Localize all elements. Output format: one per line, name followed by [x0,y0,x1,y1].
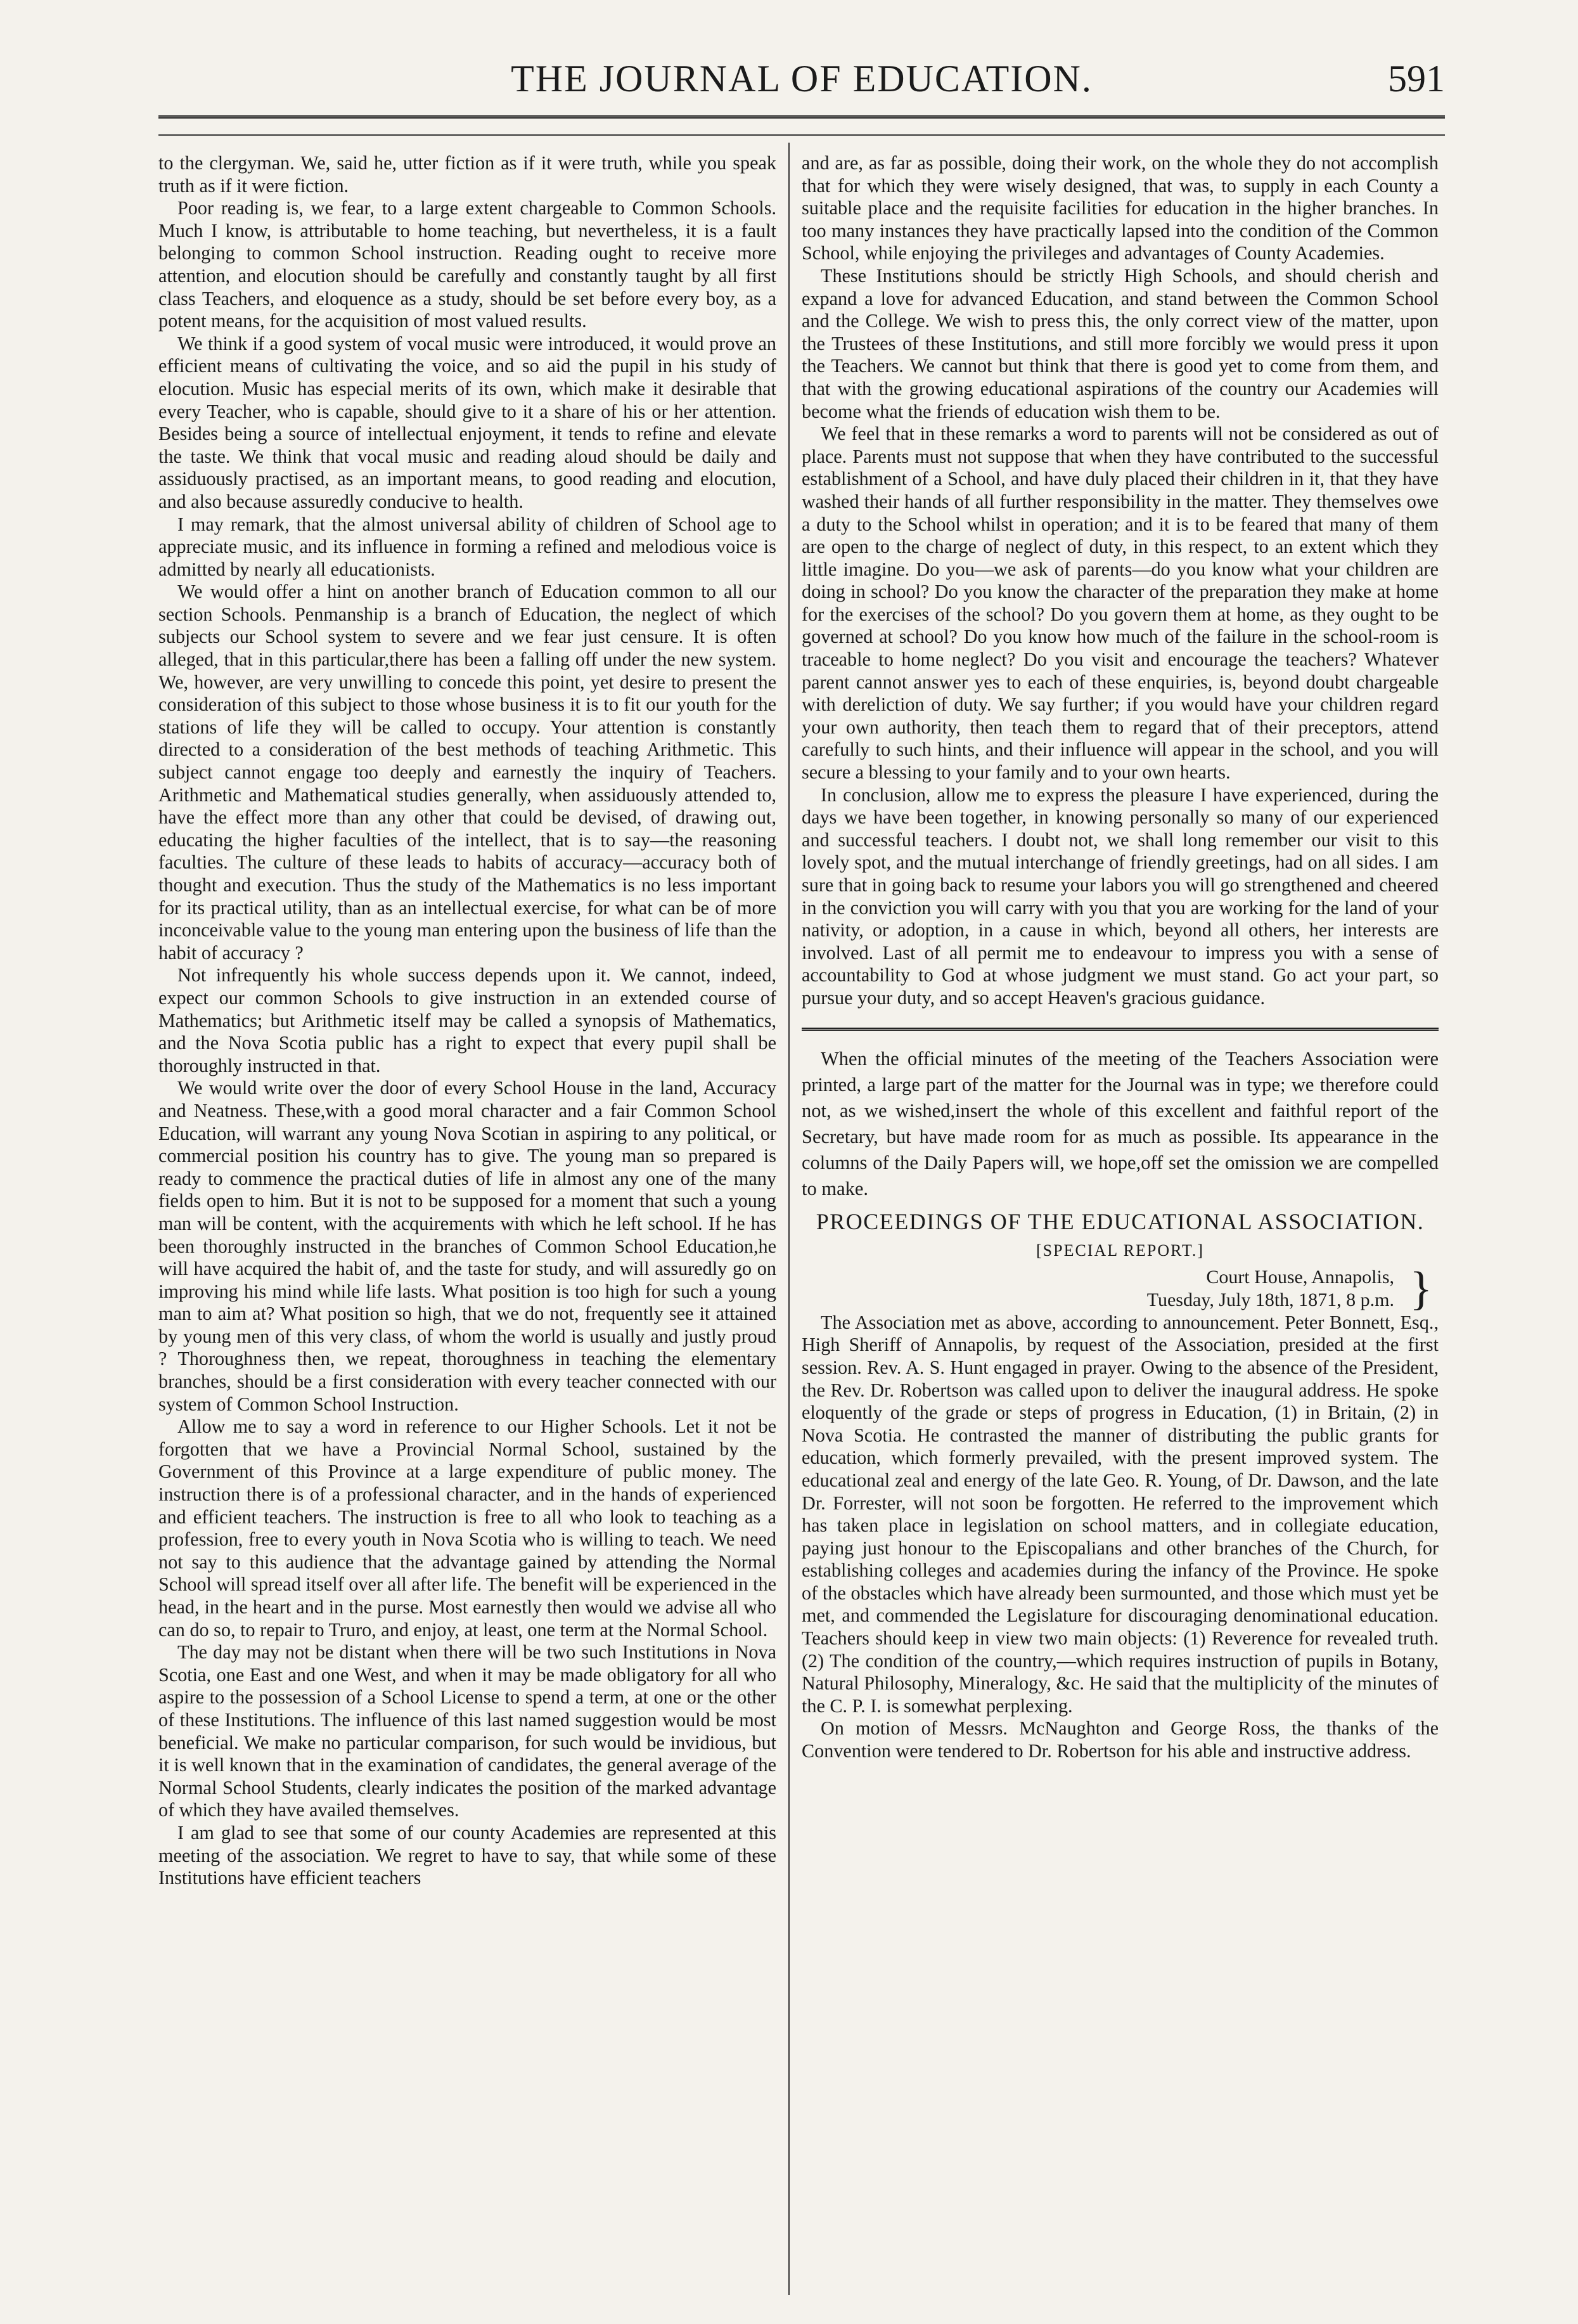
header-rule [158,134,1445,136]
paragraph: I may remark, that the almost universal ability of children of School age to appreciate music, and its influence in forming a refined and melodious voice is admitted by nearly all educationists. [158,513,776,580]
dateline [802,1262,1439,1315]
paragraph: These Institutions should be strictly High Schools, and should cherish and expand a love for advanced Education, and stand between the Common School and the College. We wish to press this, the only correct view of the matter, upon the Trustees of these Institutions, and still more forcibly we would press it upon the Teachers. We cannot but think that there is good yet to come from them, and that with the growing educational aspirations of the country our Academies will become what the friends of education wish them to be. [802,264,1439,422]
paragraph: Not infrequently his whole success depends upon it. We cannot, indeed, expect our common Schools to give instruction in an extended course of Mathematics; but Arithmetic itself may be called a synopsis of Mathematics, and the Nova Scotia public has a right to expect that every pupil shall be thoroughly instructed in that. [158,964,776,1076]
paragraph: Allow me to say a word in reference to our Higher Schools. Let it not be forgotten that we have a Provincial Normal School, sustained by the Government of this Province at a large expenditure of public money. The instruction there is of a professional character, and in the hands of experienced and efficient teachers. The instruction is free to all who look to teaching as a profession, free to every youth in Nova Scotia who is willing to teach. We need not say to this audience that the advantage gained by attending the Normal School will spread itself over all after life. The benefit will be experienced in the head, in the heart and in the purse. Most earnestly then would we advise all who can do so, to repair to Truro, and enjoy, at least, one term at the Normal School. [158,1416,776,1641]
paragraph: On motion of Messrs. McNaughton and George Ross, the thanks of the Convention were tendered to Dr. Robertson for his able and instructive address. [802,1717,1439,1762]
paragraph: We think if a good system of vocal music were introduced, it would prove an efficient means of cultivating the voice, and so aid the pupil in his study of elocution. Music has especial merits of its own, which make it desirable that every Teacher, who is capable, should give to it a share of his or her attention. Besides being a source of intellectual enjoyment, it tends to refine and elevate the taste. We think that vocal music and reading aloud should be daily and assiduously practised, as an important means, to good reading and elocution, and also because assuredly conducive to health. [158,332,776,512]
column-divider [788,143,790,2295]
report-label: [SPECIAL REPORT.] [1036,1241,1204,1260]
paragraph: to the clergyman. We, said he, utter fiction as if it were truth, while you speak truth as if it were fiction. [158,152,776,197]
paragraph: and are, as far as possible, doing their work, on the whole they do not accomplish that for which they were wisely designed, that was, to supply in each County a suitable place and the requisite facilities for education in the higher branches. In too many instances they have practically lapsed into the condition of the Common School, while enjoying the privileges and advantages of County Academies. [802,152,1439,264]
page-number: 591 [1388,58,1445,100]
left-column [158,152,776,2295]
paragraph: In conclusion, allow me to express the pleasure I have experienced, during the days we have been together, in knowing personally so many of our experienced and successful teachers. I doubt not, we shall long remember our visit to this lovely spot, and the mutual interchange of friendly greetings, had on all sides. I am sure that in going back to resume your labors you will go strengthened and cheered in the conviction you will carry with you that you are working for the land of your nativity, or adoption, in a cause in which, beyond all others, her interests are involved. Last of all permit me to endeavour to impress you with a sense of accountability to God at whose judgment we must stand. Go act your part, so pursue your duty, and so accept Heaven's gracious guidance. [802,784,1439,1009]
brace-glyph: } [1409,1262,1432,1315]
paragraph: We would offer a hint on another branch of Education common to all our section Schools. Penmanship is a branch of Education, the neglect of which subjects our School system to severe and we fear just censure. It is often alleged, that in this particular,there has been a falling off under the new system. We, however, are very unwilling to concede this point, yet desire to present the consideration of this subject to those whose business it is to fit our youth for the stations of life they will be called to occupy. Your attention is constantly directed to a consideration of the best methods of teaching Arithmetic. This subject cannot engage too deeply and earnestly the inquiry of Teachers. Arithmetic and Mathematical studies generally, when assiduously attended to, have the effect more than any other that could be devised, of drawing out, educating the higher faculties of the intellect, that is to say—the reasoning faculties. The culture of these leads to habits of accuracy—accuracy both of thought and execution. Thus the study of the Mathematics is no less important for its practical utility, than as an intellectual exercise, for what can be of more inconceivable value to the young man entering upon the business of life than the habit of accuracy ? [158,581,776,964]
section-title: PROCEEDINGS OF THE EDUCATIONAL ASSOCIATION. [816,1208,1425,1234]
paragraph: I am glad to see that some of our county Academies are represented at this meeting of the association. We regret to have to say, that while some of these Institutions have efficient teachers [158,1821,776,1889]
running-title: THE JOURNAL OF EDUCATION. [511,58,1093,100]
paragraph: The day may not be distant when there will be two such Institutions in Nova Scotia, one East and one West, and when it may be made obligatory for all who aspire to the possession of a School License to spend a term, at one or the other of these Institutions. The influence of this last named suggestion would be most beneficial. We make no particular comparison, for such would be invidious, but it is well known that in the examination of candidates, the general average of the Normal School Students, clearly indicates the position of the marked advantage of which they have availed themselves. [158,1641,776,1821]
paragraph: We feel that in these remarks a word to parents will not be considered as out of place. Parents must not suppose that when they have contributed to the successful establishment of a School, and have duly placed their children in it, that they have washed their hands of all further responsibility in the matter. They themselves owe a duty to the School whilst in operation; and it is to be feared that many of them are open to the charge of neglect of duty, in this respect, to an extent which they little imagine. Do you—we ask of parents—do you know what your children are doing in school? Do you know the character of the preparation they make at home for the exercises of the school? Do you govern them at home, as they ought to be governed at school? Do you know how much of the failure in the school-room is traceable to home neglect? Do you visit and encourage the teachers? Whatever parent cannot answer yes to each of these enquiries, is, beyond doubt chargeable with dereliction of duty. We say further; if you would have your children regard your own authority, then teach them to regard that of their preceptors, attend carefully to such hints, and their influence will appear in the school, and you will secure a blessing to your family and to your own hearts. [802,423,1439,784]
editorial-notice: When the official minutes of the meeting of the Teachers Association were printed, a large part of the matter for the Journal was in type; we therefore could not, as we wished,insert the whole of this excellent and faithful report of the Secretary, but have made room for as much as possible. Its appearance in the columns of the Daily Papers will, we hope,off set the omission we are compelled to make. [802,1047,1439,1199]
section-separator [802,1028,1439,1031]
dateline-place: Court House, Annapolis, [1206,1266,1394,1288]
paragraph: The Association met as above, according to announcement. Peter Bonnett, Esq., High Sheriff of Annapolis, by request of the Association, presided at the first session. Rev. A. S. Hunt engaged in prayer. Owing to the absence of the President, the Rev. Dr. Robertson was called upon to deliver the inaugural address. He spoke eloquently of the grade or steps of progress in Education, (1) in Britain, (2) in Nova Scotia. He contrasted the manner of distributing the public grants for education, which formerly prevailed, with the present improved system. The educational zeal and energy of the late Geo. R. Young, of Dr. Dawson, and the late Dr. Forrester, will not soon be forgotten. He referred to the improvement which has taken place in legislation on school matters, and in collegiate education, paying just honour to the Episcopalians and other branches of the Church, for establishing colleges and academies during the infancy of the Province. He spoke of the obstacles which have already been surmounted, and those which must yet be met, and commended the Legislature for discouraging denominational education. Teachers should keep in view two main objects: (1) Reverence for revealed truth. (2) The condition of the country,—which requires instruction of pupils in Botany, Natural Philosophy, Mineralogy, &c. He said that the multiplicity of the minutes of the C. P. I. is somewhat perplexing. [802,1311,1439,1717]
right-column [802,152,1439,2295]
paragraph: Poor reading is, we fear, to a large extent chargeable to Common Schools. Much I know, is attributable to home teaching, but nevertheless, it is a fault belonging to common School instruction. Reading ought to receive more attention, and elocution should be carefully and constantly taught by all first class Teachers, and eloquence as a study, should be set before every boy, as a potent means, for the acquisition of most valued results. [158,197,776,332]
paragraph: We would write over the door of every School House in the land, Accuracy and Neatness. These,with a good moral character and a fair Common School Education, will warrant any young Nova Scotian in aspiring to any political, or commercial position his country has to give. The young man so prepared is ready to commence the practical duties of life in almost any one of the many fields open to him. But it is not to be supposed for a moment that such a young man will be content, with the acquirements with which he left school. If he has been thoroughly instructed in the branches of Common School Education,he will have acquired the habit of, and the taste for study, and will assuredly go on improving his mind while life lasts. What position is too high for such a young man to aim at? What position so high, that we do not, frequently see it attained by young men of this very class, of whom the world is usually and justly proud ? Thoroughness then, we repeat, thoroughness in teaching the elementary branches, should be a first consideration with every teacher connected with our system of Common School Instruction. [158,1077,776,1415]
page-header [158,46,1445,119]
dateline-date: Tuesday, July 18th, 1871, 8 p.m. [1146,1289,1394,1310]
